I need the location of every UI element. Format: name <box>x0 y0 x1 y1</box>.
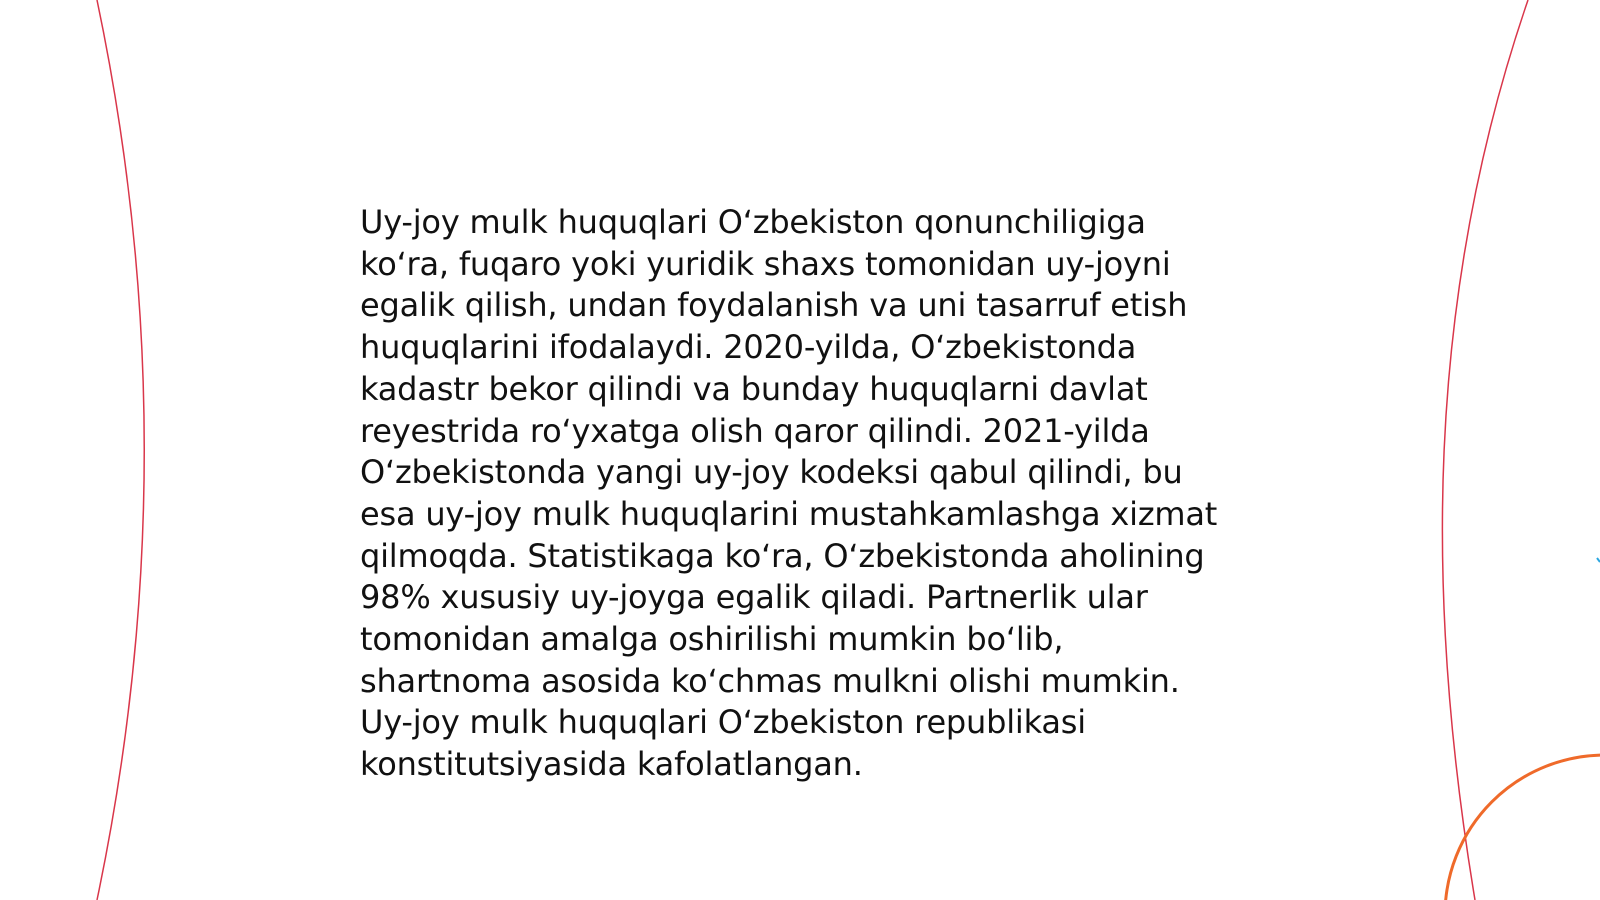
paragraph-line: tomonidan amalga oshirilishi mumkin bo‘lib, <box>360 620 1064 659</box>
body-paragraph <box>360 202 1250 786</box>
paragraph-line: kadastr bekor qilindi va bunday huquqlarni davlat <box>360 369 1148 408</box>
paragraph-line: huquqlarini ifodalaydi. 2020-yilda, O‘zbekistonda <box>360 328 1137 367</box>
left-arc-decoration <box>97 0 144 900</box>
paragraph-line: qilmoqda. Statistikaga ko‘ra, O‘zbekistonda aholining <box>360 536 1205 575</box>
orange-circle-decoration <box>1445 755 1600 900</box>
paragraph-line: egalik qilish, undan foydalanish va uni tasarruf etish <box>360 286 1188 325</box>
paragraph-line: esa uy-joy mulk huquqlarini mustahkamlashga xizmat <box>360 494 1218 533</box>
paragraph-line: Uy-joy mulk huquqlari O‘zbekiston republikasi <box>360 703 1086 742</box>
paragraph-line: shartnoma asosida ko‘chmas mulkni olishi mumkin. <box>360 661 1180 700</box>
right-arc-decoration <box>1442 0 1528 900</box>
paragraph-line: O‘zbekistonda yangi uy-joy kodeksi qabul qilindi, bu <box>360 453 1183 492</box>
paragraph-line: reyestrida ro‘yxatga olish qaror qilindi. 2021-yilda <box>360 411 1150 450</box>
paragraph-line: Uy-joy mulk huquqlari O‘zbekiston qonunchiligiga <box>360 203 1146 241</box>
paragraph-line: 98% xususiy uy-joyga egalik qiladi. Partnerlik ular <box>360 578 1148 617</box>
paragraph-line: ko‘ra, fuqaro yoki yuridik shaxs tomonidan uy-joyni <box>360 244 1171 283</box>
paragraph-line: konstitutsiyasida kafolatlangan. <box>360 745 863 784</box>
